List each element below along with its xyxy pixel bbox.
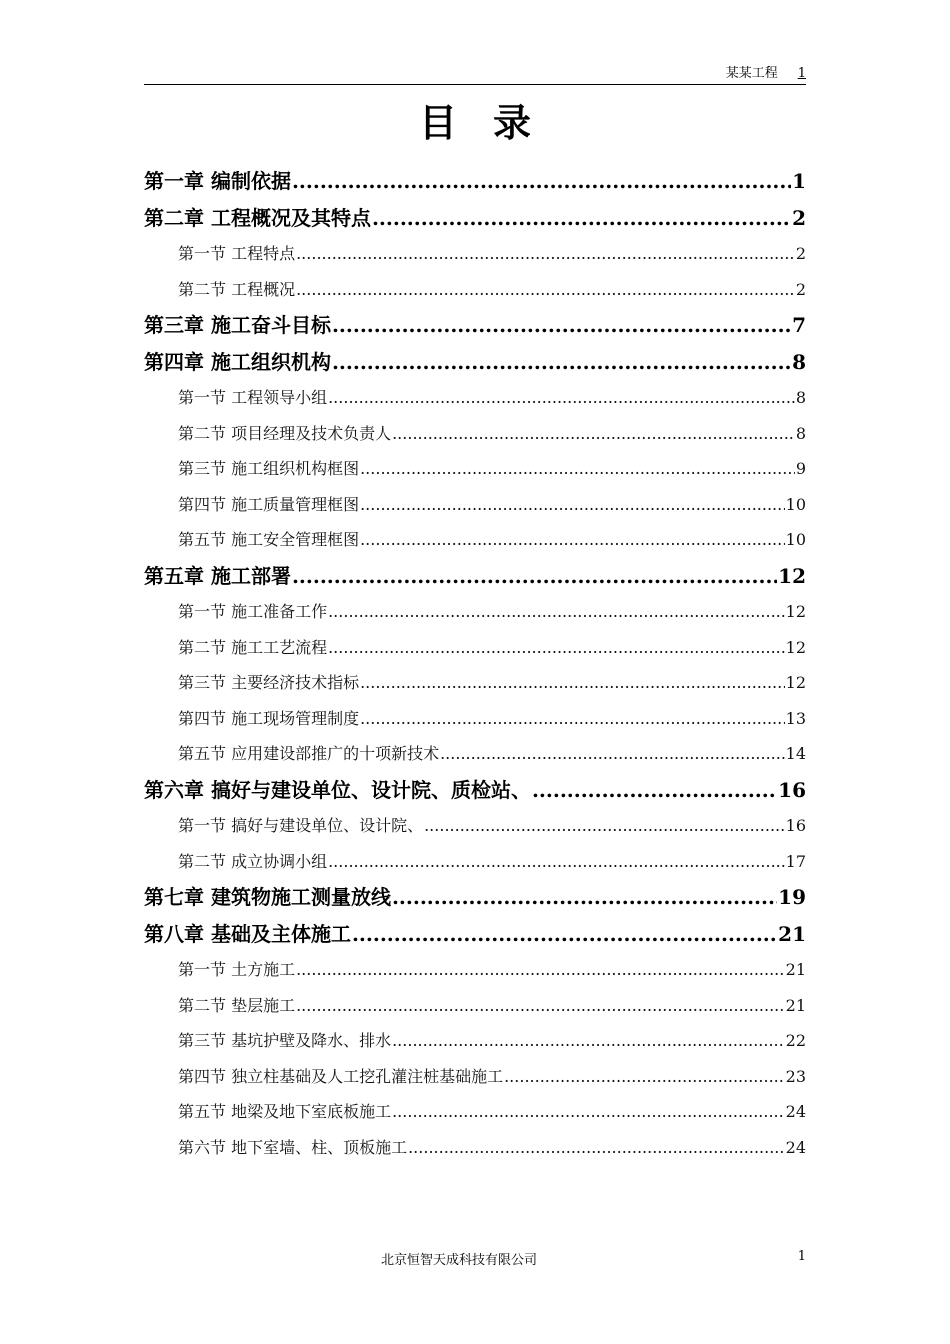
toc-entry-page: 2 <box>795 244 806 263</box>
toc-entry-page: 24 <box>785 1102 806 1121</box>
toc-dot-leader <box>352 916 777 953</box>
toc-entry-page: 12 <box>778 563 806 588</box>
toc-entry-page: 21 <box>785 995 806 1015</box>
toc-entry-page: 10 <box>785 494 806 514</box>
toc-section-entry[interactable] <box>144 451 806 487</box>
toc-entry-page: 23 <box>785 1066 806 1086</box>
toc-entry-label: 第六章 搞好与建设单位、设计院、质检站、 <box>144 777 531 802</box>
toc-dot-leader <box>360 487 785 523</box>
toc-entry-page: 8 <box>795 388 806 407</box>
toc-entry-label: 第一章 编制依据 <box>144 169 291 193</box>
toc-entry-label: 第一节 工程领导小组 <box>178 388 328 407</box>
toc-entry-page: 19 <box>778 885 806 909</box>
toc-section-entry[interactable] <box>144 236 806 272</box>
toc-chapter-entry[interactable] <box>144 344 806 381</box>
toc-entry-page: 14 <box>785 744 806 763</box>
toc-section-entry[interactable] <box>144 808 806 844</box>
toc-section-entry[interactable] <box>144 952 806 988</box>
toc-entry-page: 8 <box>795 423 806 443</box>
page-title: 目录 <box>418 101 567 145</box>
toc-entry-label: 第一节 搞好与建设单位、设计院、 <box>178 816 424 835</box>
toc-dot-leader <box>292 558 777 595</box>
toc-entry-label: 第四章 施工组织机构 <box>144 349 331 374</box>
footer-page-number: 1 <box>797 1249 806 1264</box>
toc-dot-leader <box>296 988 785 1024</box>
header-page-number: 1 <box>797 66 806 81</box>
toc-entry-page: 7 <box>792 313 806 337</box>
toc-dot-leader <box>292 163 791 200</box>
toc-section-entry[interactable] <box>144 701 806 737</box>
footer-company: 北京恒智天成科技有限公司 <box>380 1253 537 1268</box>
toc-section-entry[interactable] <box>144 272 806 308</box>
toc-entry-label: 第三节 主要经济技术指标 <box>178 673 360 692</box>
toc-dot-leader <box>360 701 785 737</box>
toc-section-entry[interactable] <box>144 487 806 523</box>
toc-entry-label: 第六节 地下室墙、柱、顶板施工 <box>178 1137 408 1157</box>
toc-section-entry[interactable] <box>144 665 806 701</box>
toc-chapter-entry[interactable] <box>144 163 806 200</box>
toc-dot-leader <box>392 879 777 916</box>
toc-chapter-entry[interactable] <box>144 879 806 916</box>
toc-section-entry[interactable] <box>144 1094 806 1130</box>
toc-entry-page: 16 <box>785 816 806 835</box>
toc-entry-label: 第二节 项目经理及技术负责人 <box>178 423 392 443</box>
toc-entry-page: 1 <box>792 169 806 193</box>
toc-entry-label: 第五章 施工部署 <box>144 563 291 588</box>
toc-entry-page: 16 <box>778 777 806 802</box>
toc-section-entry[interactable] <box>144 380 806 416</box>
header-text-group <box>726 66 806 82</box>
toc-entry-label: 第八章 基础及主体施工 <box>144 921 351 946</box>
toc-entry-label: 第二章 工程概况及其特点 <box>144 205 371 230</box>
toc-entry-page: 12 <box>785 637 806 657</box>
toc-entry-label: 第四节 独立柱基础及人工挖孔灌注桩基础施工 <box>178 1066 504 1086</box>
toc-dot-leader <box>372 200 791 237</box>
toc-dot-leader <box>328 594 785 630</box>
toc-entry-page: 22 <box>785 1031 806 1050</box>
toc-section-entry[interactable] <box>144 1023 806 1059</box>
header-title: 某某工程 <box>725 66 778 81</box>
toc-entry-label: 第三节 基坑护壁及降水、排水 <box>178 1031 392 1050</box>
toc-dot-leader <box>296 952 785 988</box>
toc-dot-leader <box>328 380 795 416</box>
toc-dot-leader <box>440 736 785 772</box>
toc-section-entry[interactable] <box>144 1059 806 1095</box>
toc-entry-page: 9 <box>795 459 806 478</box>
toc-dot-leader <box>392 1094 785 1130</box>
toc-entry-page: 2 <box>792 205 806 230</box>
toc-dot-leader <box>424 808 785 844</box>
toc-entry-page: 17 <box>785 851 806 871</box>
toc-entry-page: 24 <box>785 1137 806 1157</box>
toc-entry-label: 第二节 工程概况 <box>178 279 296 299</box>
toc-entry-label: 第一节 施工准备工作 <box>178 602 328 621</box>
toc-dot-leader <box>328 844 785 880</box>
toc-dot-leader <box>532 772 777 809</box>
toc-dot-leader <box>332 344 791 381</box>
toc-chapter-entry[interactable] <box>144 772 806 809</box>
table-of-contents <box>144 163 806 1165</box>
toc-dot-leader <box>360 665 785 701</box>
toc-dot-leader <box>328 630 785 666</box>
toc-section-entry[interactable] <box>144 988 806 1024</box>
toc-entry-label: 第二节 垫层施工 <box>178 995 296 1015</box>
toc-entry-label: 第二节 成立协调小组 <box>178 851 328 871</box>
toc-entry-label: 第三章 施工奋斗目标 <box>144 313 331 337</box>
toc-entry-page: 12 <box>785 673 806 692</box>
toc-section-entry[interactable] <box>144 522 806 558</box>
page-footer <box>144 1249 806 1269</box>
toc-section-entry[interactable] <box>144 416 806 452</box>
toc-entry-label: 第二节 施工工艺流程 <box>178 637 328 657</box>
toc-dot-leader <box>408 1130 785 1166</box>
toc-entry-page: 13 <box>785 708 806 728</box>
toc-entry-page: 21 <box>785 960 806 979</box>
toc-entry-label: 第四节 施工质量管理框图 <box>178 494 360 514</box>
toc-dot-leader <box>296 236 795 272</box>
toc-dot-leader <box>360 522 785 558</box>
toc-entry-label: 第五节 地梁及地下室底板施工 <box>178 1102 392 1121</box>
toc-entry-label: 第五节 施工安全管理框图 <box>178 530 360 549</box>
toc-entry-page: 2 <box>795 279 806 299</box>
toc-dot-leader <box>504 1059 785 1095</box>
toc-entry-label: 第一节 工程特点 <box>178 244 296 263</box>
toc-dot-leader <box>332 307 791 344</box>
toc-chapter-entry[interactable] <box>144 558 806 595</box>
toc-section-entry[interactable] <box>144 594 806 630</box>
toc-entry-page: 12 <box>785 602 806 621</box>
toc-entry-label: 第七章 建筑物施工测量放线 <box>144 885 391 909</box>
toc-entry-page: 8 <box>792 349 806 374</box>
toc-entry-label: 第三节 施工组织机构框图 <box>178 459 360 478</box>
toc-dot-leader <box>360 451 795 487</box>
toc-dot-leader <box>392 1023 785 1059</box>
toc-section-entry[interactable] <box>144 736 806 772</box>
toc-entry-label: 第五节 应用建设部推广的十项新技术 <box>178 744 440 763</box>
toc-entry-label: 第一节 土方施工 <box>178 960 296 979</box>
toc-entry-page: 10 <box>785 530 806 549</box>
toc-entry-label: 第四节 施工现场管理制度 <box>178 708 360 728</box>
toc-chapter-entry[interactable] <box>144 307 806 344</box>
toc-entry-page: 21 <box>778 921 806 946</box>
toc-section-entry[interactable] <box>144 844 806 880</box>
toc-chapter-entry[interactable] <box>144 200 806 237</box>
toc-chapter-entry[interactable] <box>144 916 806 953</box>
page-header <box>144 64 806 85</box>
toc-dot-leader <box>392 416 795 452</box>
toc-section-entry[interactable] <box>144 630 806 666</box>
toc-dot-leader <box>296 272 795 308</box>
toc-section-entry[interactable] <box>144 1130 806 1166</box>
